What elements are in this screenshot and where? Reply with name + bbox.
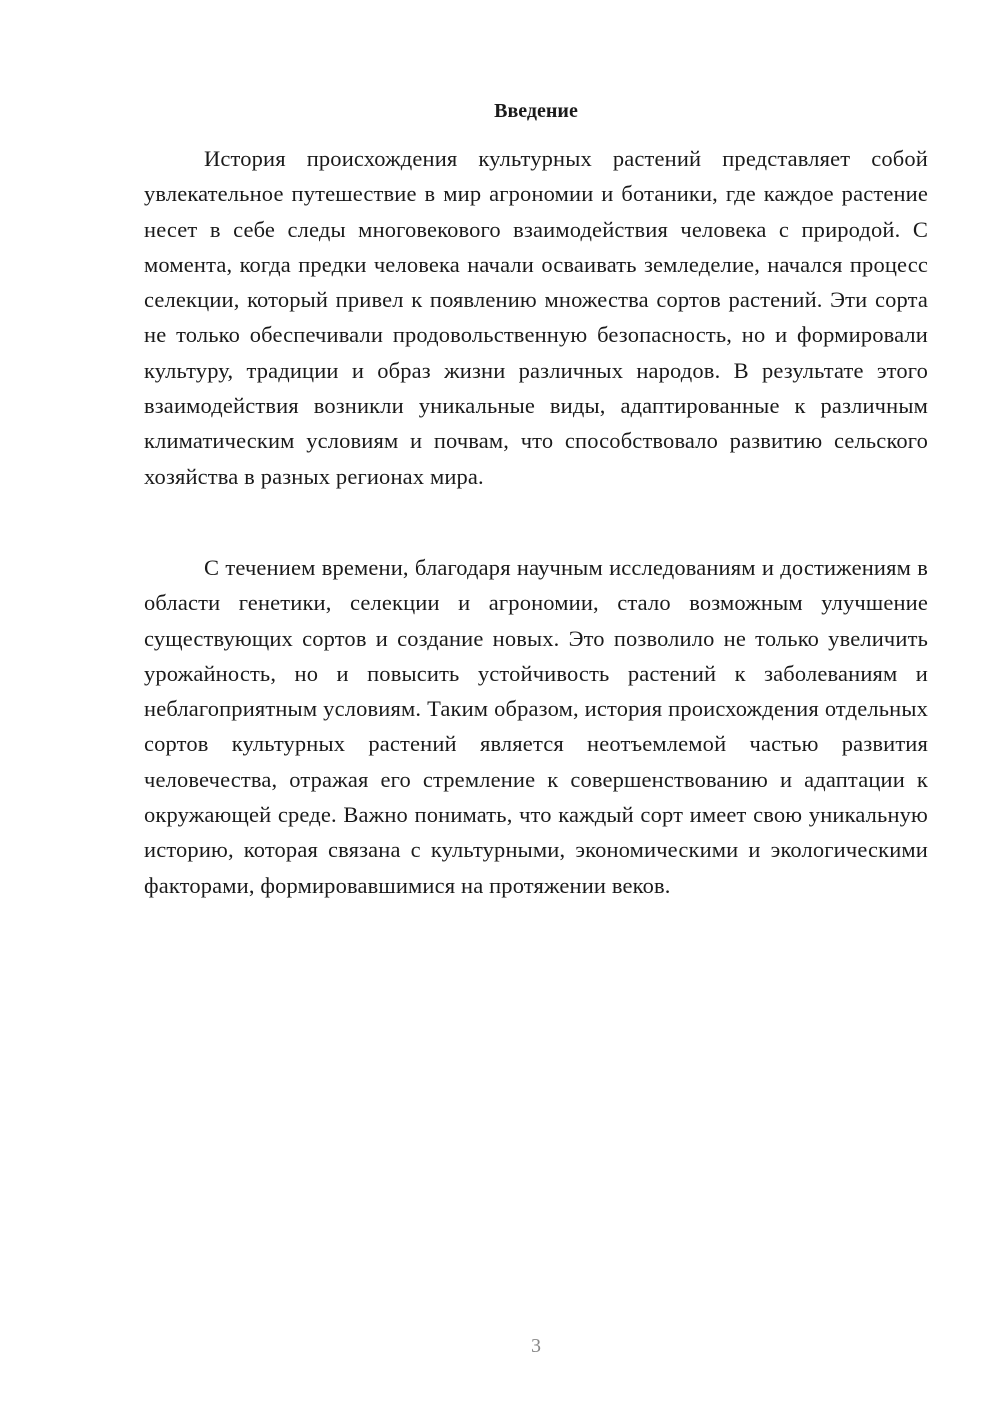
section-heading: Введение [494,100,578,122]
page-number: 3 [531,1335,541,1357]
paragraph-1: История происхождения культурных растений представляет собой увлекательное путешествие в мир агрономии и ботаники, где каждое растение несет в себе следы многовекового взаимодействия человека с природой. С момента, когда предки человека начали осваивать земледелие, начался процесс селекции, который привел к появлению множества сортов растений. Эти сорта не только обеспечивали продовольственную безопасность, но и формировали культуру, традиции и образ жизни различных народов. В результате этого взаимодействия возникли уникальные виды, адаптированные к различным климатическим условиям и почвам, что способствовало развитию сельского хозяйства в разных регионах мира. [144,146,928,489]
paragraph-2: С течением времени, благодаря научным исследованиям и достижениям в области генетики, селекции и агрономии, стало возможным улучшение существующих сортов и создание новых. Это позволило не только увеличить урожайность, но и повысить устойчивость растений к заболеваниям и неблагоприятным условиям. Таким образом, история происхождения отдельных сортов культурных растений является неотъемлемой частью развития человечества, отражая его стремление к совершенствованию и адаптации к окружающей среде. Важно понимать, что каждый сорт имеет свою уникальную историю, которая связана с культурными, экономическими и экологическими факторами, формировавшимися на протяжении веков. [144,555,928,898]
